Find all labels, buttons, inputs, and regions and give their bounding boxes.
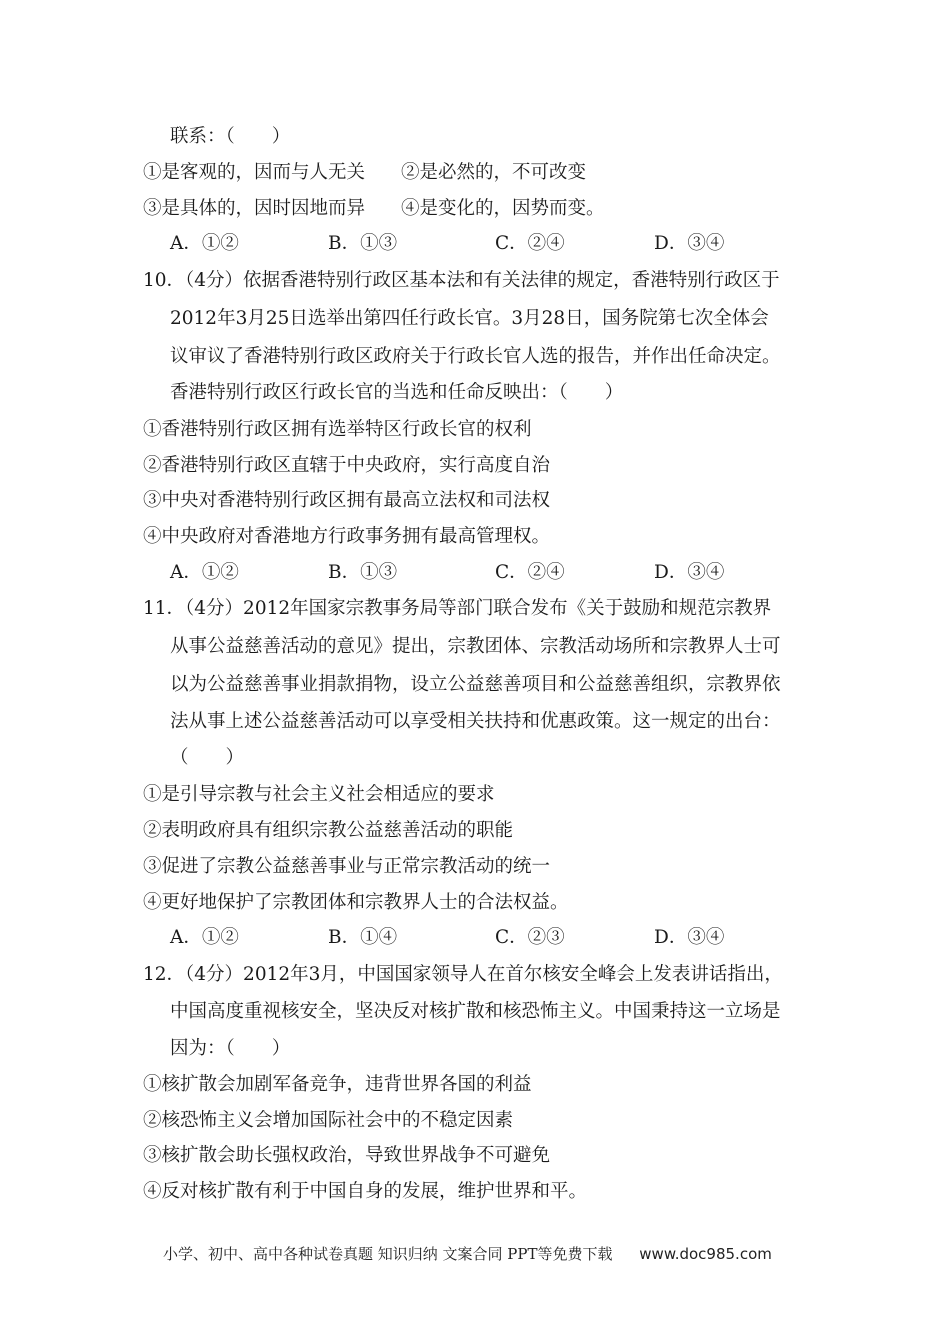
q11-item-4: ④更好地保护了宗教团体和宗教界人士的合法权益。: [143, 892, 569, 913]
footer-text: 小学、初中、高中各种试卷真题 知识归纳 文案合同 PPT等免费下载: [163, 1245, 613, 1263]
q9-choice-a: A．①②: [170, 233, 239, 254]
q10-choices: [170, 560, 770, 586]
q11-stem-line-5: （ ）: [170, 747, 245, 768]
q10-stem-line-2: 2012年3月25日选举出第四任行政长官。3月28日，国务院第七次全体会: [170, 308, 769, 329]
q9-choice-b: B．①③: [328, 233, 398, 254]
q9-choice-c: C．②④: [495, 233, 565, 254]
q9-option-row-1: [143, 160, 587, 186]
q11-stem-line-2: 从事公益慈善活动的意见》提出，宗教团体、宗教活动场所和宗教界人士可: [170, 636, 781, 657]
q10-choice-a: A．①②: [170, 562, 239, 583]
q11-stem-line-3: 以为公益慈善事业捐款捐物，设立公益慈善项目和公益慈善组织，宗教界依: [170, 674, 781, 695]
q11-choice-b: B．①④: [328, 927, 398, 948]
q9-continuation: 联系：（ ）: [170, 126, 291, 147]
q11-stem-line-1: 11．（4分）2012年国家宗教事务局等部门联合发布《关于鼓励和规范宗教界: [143, 598, 772, 619]
q10-item-3: ③中央对香港特别行政区拥有最高立法权和司法权: [143, 490, 551, 511]
q10-item-4: ④中央政府对香港地方行政事务拥有最高管理权。: [143, 526, 551, 547]
q12-stem-line-3: 因为：（ ）: [170, 1038, 291, 1059]
q12-item-2: ②核恐怖主义会增加国际社会中的不稳定因素: [143, 1110, 514, 1131]
q11-item-1: ①是引导宗教与社会主义社会相适应的要求: [143, 784, 495, 805]
q12-item-4: ④反对核扩散有利于中国自身的发展，维护世界和平。: [143, 1181, 588, 1202]
q10-item-2: ②香港特别行政区直辖于中央政府，实行高度自治: [143, 455, 551, 476]
q9-option-row-2: [143, 196, 605, 222]
q10-stem-line-1: 10．（4分）依据香港特别行政区基本法和有关法律的规定，香港特别行政区于: [143, 270, 780, 291]
q10-choice-d: D．③④: [654, 562, 725, 583]
q11-item-2: ②表明政府具有组织宗教公益慈善活动的职能: [143, 820, 514, 841]
q9-option-3: ③是具体的，因时因地而异: [143, 198, 366, 219]
q10-stem-line-4: 香港特别行政区行政长官的当选和任命反映出：（ ）: [170, 382, 624, 403]
q11-choice-d: D．③④: [654, 927, 725, 948]
q9-choice-d: D．③④: [654, 233, 725, 254]
q10-stem-line-3: 议审议了香港特别行政区政府关于行政长官人选的报告，并作出任命决定。: [170, 346, 781, 367]
q10-choice-c: C．②④: [495, 562, 565, 583]
q12-stem-line-2: 中国高度重视核安全，坚决反对核扩散和核恐怖主义。中国秉持这一立场是: [170, 1001, 781, 1022]
q11-choice-a: A．①②: [170, 927, 239, 948]
q10-choice-b: B．①③: [328, 562, 398, 583]
q12-item-1: ①核扩散会加剧军备竞争，违背世界各国的利益: [143, 1074, 532, 1095]
q11-item-3: ③促进了宗教公益慈善事业与正常宗教活动的统一: [143, 856, 551, 877]
page-footer: [163, 1243, 772, 1265]
q11-choice-c: C．②③: [495, 927, 565, 948]
q12-item-3: ③核扩散会助长强权政治，导致世界战争不可避免: [143, 1145, 551, 1166]
q9-choices: [170, 231, 770, 257]
q11-stem-line-4: 法从事上述公益慈善活动可以享受相关扶持和优惠政策。这一规定的出台：: [170, 711, 781, 732]
q10-item-1: ①香港特别行政区拥有选举特区行政长官的权利: [143, 419, 532, 440]
q9-option-1: ①是客观的，因而与人无关: [143, 162, 366, 183]
q9-option-2: ②是必然的，不可改变: [401, 162, 587, 183]
q11-choices: [170, 925, 770, 951]
q9-option-4: ④是变化的，因势而变。: [401, 198, 605, 219]
q12-stem-line-1: 12．（4分）2012年3月，中国国家领导人在首尔核安全峰会上发表讲话指出，: [143, 964, 783, 985]
footer-site-link[interactable]: www.doc985.com: [639, 1245, 772, 1263]
